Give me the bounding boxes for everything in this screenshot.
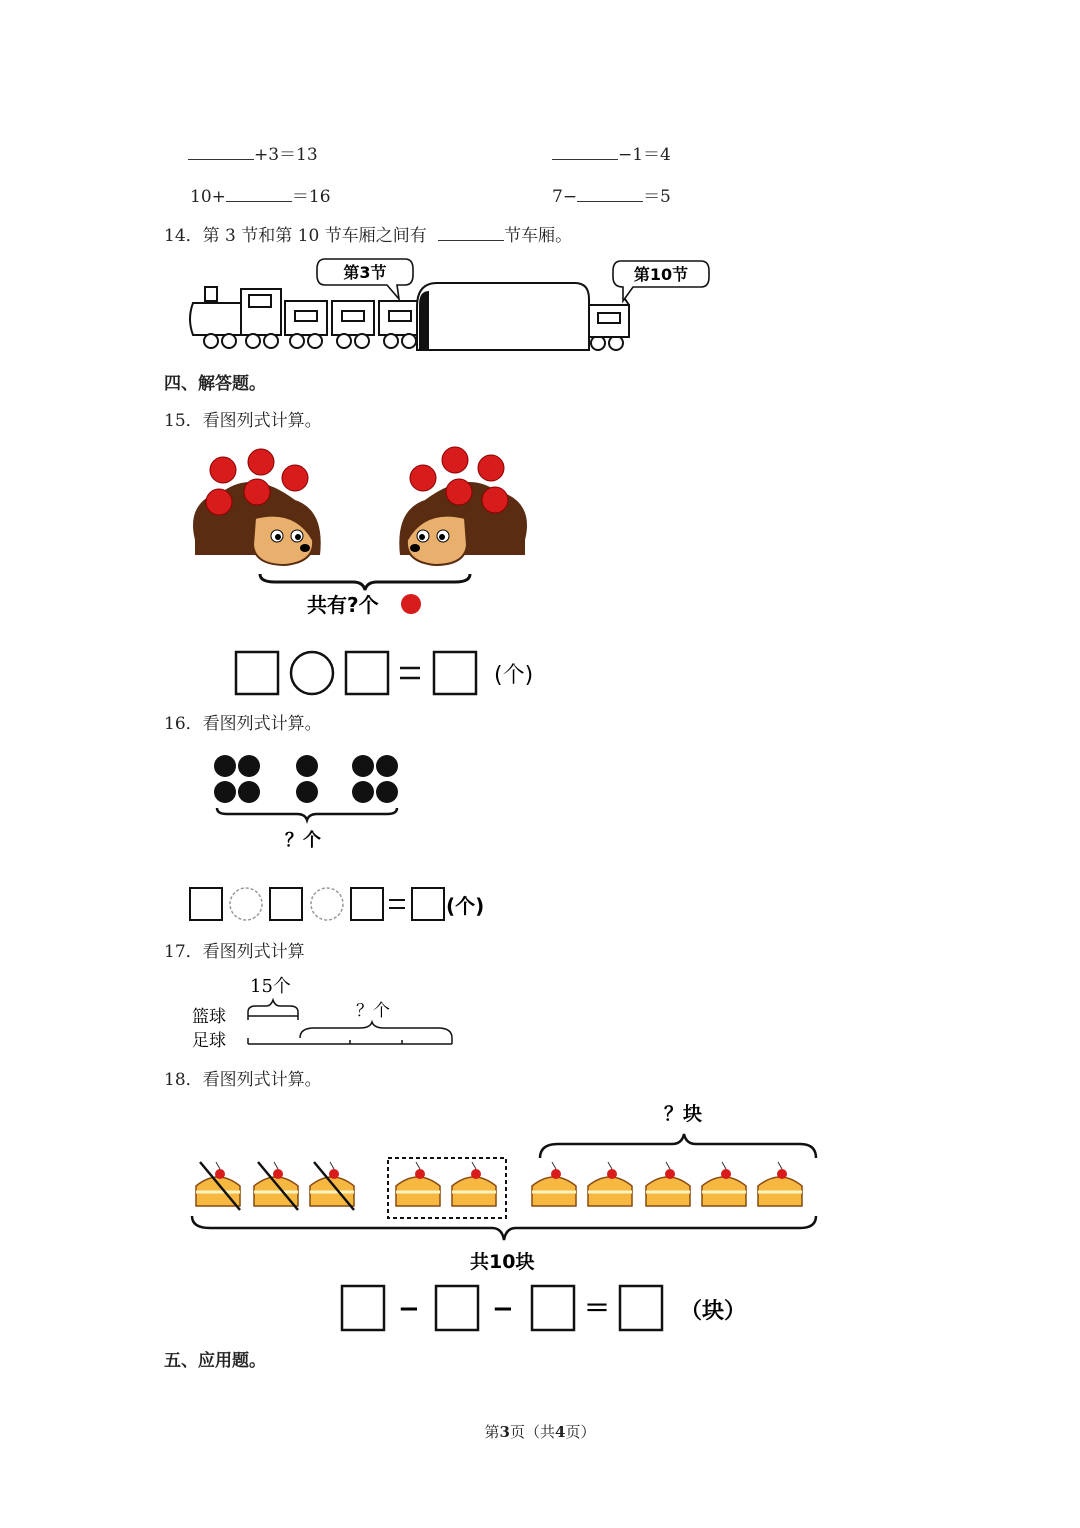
- minus-sign: −: [398, 1294, 420, 1324]
- answer-blank[interactable]: [188, 145, 254, 160]
- question-text: 看图列式计算: [202, 942, 305, 962]
- answer-box[interactable]: [236, 652, 278, 694]
- equation-text: ＝5: [643, 187, 671, 207]
- unit-label: （块）: [680, 1299, 747, 1324]
- cake: [452, 1162, 496, 1206]
- cake-crossed: [310, 1162, 354, 1210]
- blank-row2-right: [552, 182, 671, 207]
- footer-text: 第: [484, 1423, 500, 1441]
- caption-question: ？个: [285, 830, 321, 851]
- basketball-label: 篮球: [192, 1007, 226, 1027]
- answer-blank[interactable]: [552, 145, 618, 160]
- question-text: 看图列式计算。: [202, 714, 322, 734]
- brace-question: [540, 1134, 816, 1158]
- cake: [588, 1162, 632, 1206]
- answer-blank[interactable]: [226, 187, 292, 202]
- train-engine: [190, 287, 281, 335]
- tunnel-mouth: [419, 291, 429, 350]
- train-illustration: [185, 255, 715, 355]
- page-total: 4: [555, 1423, 566, 1441]
- brace-difference: [300, 1022, 452, 1038]
- apple-group-right: [352, 755, 398, 803]
- answer-box[interactable]: [190, 888, 222, 920]
- cake-crossed: [196, 1162, 240, 1210]
- operator-circle[interactable]: [311, 888, 343, 920]
- answer-box[interactable]: [436, 1286, 478, 1330]
- question-number: 18．: [164, 1070, 203, 1090]
- footer-text: 页（共: [509, 1423, 555, 1441]
- q18-answer-equation: [340, 1284, 760, 1334]
- total-label: 共10块: [470, 1251, 535, 1273]
- apple-group-middle: [296, 755, 318, 803]
- train-car-10: [589, 299, 629, 337]
- black-apples-illustration: [205, 748, 415, 858]
- page-number: 3: [499, 1423, 510, 1441]
- blank-row2-left: [190, 182, 331, 207]
- unit-label: (个): [446, 894, 485, 918]
- answer-box[interactable]: [351, 888, 383, 920]
- section-4-title: 四、解答题。: [164, 374, 266, 394]
- operator-circle[interactable]: [291, 652, 333, 694]
- question-number: 17．: [164, 942, 203, 962]
- label-car-10: 第10节: [633, 265, 689, 284]
- equation-text: 7−: [552, 187, 578, 207]
- question-text: 看图列式计算。: [202, 1070, 322, 1090]
- question-number: 15．: [164, 411, 203, 431]
- label-car-3: 第3节: [343, 263, 387, 282]
- answer-box[interactable]: [342, 1286, 384, 1330]
- operator-circle[interactable]: [230, 888, 262, 920]
- unit-label: (个): [494, 663, 534, 688]
- cake: [396, 1162, 440, 1206]
- question-label: ？个: [356, 1001, 390, 1021]
- cake-crossed: [254, 1162, 298, 1210]
- section-5-title: 五、应用题。: [164, 1351, 266, 1371]
- equation-text: ＝16: [291, 187, 331, 207]
- cake: [646, 1162, 690, 1206]
- brace-basketball: [248, 1000, 298, 1012]
- answer-box[interactable]: [532, 1286, 574, 1330]
- train-cars: [285, 301, 421, 335]
- answer-blank[interactable]: [577, 187, 643, 202]
- cake: [758, 1162, 802, 1206]
- hedgehog-apples-illustration: [185, 440, 545, 630]
- segment-diagram: [190, 970, 460, 1052]
- question-17: [164, 937, 305, 962]
- count-label: 15个: [250, 976, 291, 997]
- cake: [702, 1162, 746, 1206]
- q15-answer-equation: [234, 650, 554, 700]
- cakes-illustration: [188, 1098, 828, 1278]
- apple-icon: [401, 594, 421, 614]
- equation-text: +3＝13: [254, 145, 318, 165]
- question-16: [164, 709, 322, 734]
- tunnel: [417, 283, 589, 350]
- answer-box[interactable]: [412, 888, 444, 920]
- question-14: [164, 221, 572, 246]
- equation-text: −1＝4: [618, 145, 671, 165]
- minus-sign: −: [492, 1294, 514, 1324]
- cake-row: [196, 1162, 802, 1210]
- question-label: ？块: [664, 1103, 703, 1125]
- question-text-end: 节车厢。: [504, 226, 573, 246]
- equation-text: 10+: [190, 187, 226, 207]
- blank-row1-right: [552, 140, 671, 165]
- brace: [217, 808, 397, 820]
- answer-box[interactable]: [620, 1286, 662, 1330]
- football-label: 足球: [192, 1031, 226, 1051]
- brace-total: [192, 1216, 816, 1240]
- question-18: [164, 1065, 322, 1090]
- question-15: [164, 406, 322, 431]
- question-text: 看图列式计算。: [202, 411, 322, 431]
- q16-answer-equation: [188, 885, 498, 925]
- equals-sign: ＝: [584, 1294, 611, 1324]
- answer-box[interactable]: [346, 652, 388, 694]
- cake: [532, 1162, 576, 1206]
- page-footer: [0, 1421, 1080, 1442]
- brace: [260, 574, 470, 590]
- question-number: 14．: [164, 226, 203, 246]
- answer-blank[interactable]: [438, 226, 504, 241]
- caption-total: 共有?个: [307, 593, 379, 617]
- footer-text: 页）: [565, 1423, 596, 1441]
- question-number: 16．: [164, 714, 203, 734]
- answer-box[interactable]: [270, 888, 302, 920]
- answer-box[interactable]: [434, 652, 476, 694]
- question-text: 第 3 节和第 10 节车厢之间有: [202, 226, 427, 246]
- apple-group-left: [214, 755, 260, 803]
- blank-row1-left: [188, 140, 318, 165]
